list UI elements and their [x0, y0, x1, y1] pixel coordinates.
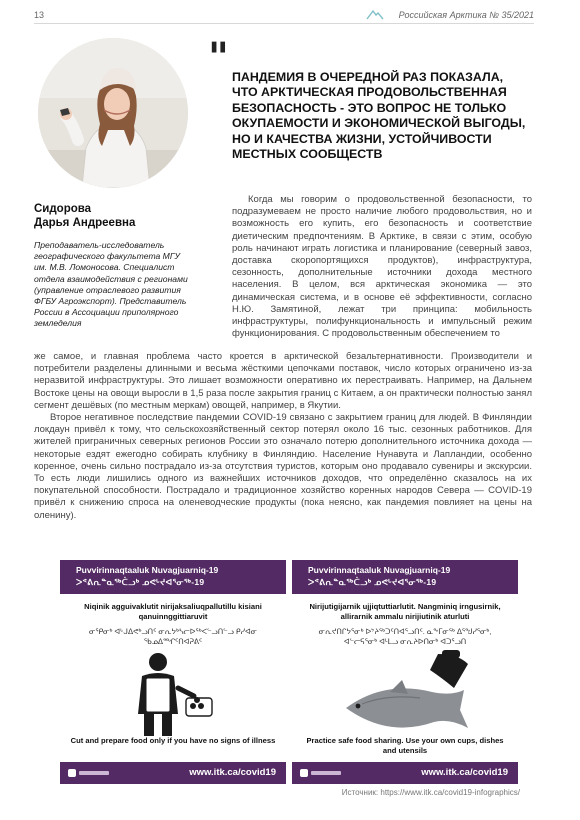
- panel-syllabics-text: ᓂᕿᓂᒃ ᐊᒡᒍᐃᕙᒃᓗᑎᑦ ᓂᕆᔭᒃᓴᓕᐅᖅᐸᓪᓗᑎᓪᓗ ᑭᓯᐊᓂ ᖃᓄᐃᙱᑦᑎᐊᕈᕕᑦ: [89, 627, 257, 646]
- article-paragraph-continuation: же самое, и главная проблема часто кроется в арктической безальтернативности. Производители и потребители разделены длинными и весьма жёсткими цепочками поставок, число которых ограничено из-за неразвитой инфраструктуры. Это лишает возможности оперативно их перестраивать. Например, на Дальнем Востоке цены на овощи выросли в 1,5 раза после закрытия границ с Китаем, а он практически полностью занял сегмент дешёвых (по местным меркам) овощей, например, в Якутии.: [34, 351, 532, 411]
- panel-title-syllabics: ᐳᕝᕕᕆᓐᓇᖅᑖᓗᒃ ᓄᕙᒡᔪᐊᕐᓂᖅ-19: [308, 577, 437, 587]
- quote-mark-icon: ": [208, 35, 229, 81]
- panel-header: [60, 560, 286, 594]
- panel-footer: [60, 762, 286, 784]
- pull-quote: ПАНДЕМИЯ В ОЧЕРЕДНОЙ РАЗ ПОКАЗАЛА, ЧТО АРКТИЧЕСКАЯ ПРОДОВОЛЬСТВЕННАЯ БЕЗОПАСНОСТЬ - ЭТО ВОПРОС НЕ ТОЛЬКО ОКУПАЕМОСТИ И ЭКОНОМИЧЕСКОЙ ВЫГОДЫ, НО И КАЧЕСТВА ЖИЗНИ, УСТОЙЧИВОСТИ МЕСТНЫХ СООБЩЕСТВ: [232, 70, 526, 162]
- author-surname: Сидорова: [34, 203, 92, 215]
- author-portrait-image: [38, 38, 188, 188]
- panel-footer: [292, 762, 518, 784]
- itk-covid-link[interactable]: www.itk.ca/covid19: [421, 767, 508, 778]
- infographic-panel-food-prep: [60, 560, 286, 784]
- article-body: [34, 351, 532, 522]
- article-intro-paragraph: Когда мы говорим о продовольственной безопасности, то подразумеваем не просто наличие любого продовольствия, но и возможность его купить, его безопасность и соответствие диетическим предпочтениям. В Арктике, в связи с этим, особую роль начинают играть логистика и планирование (северный завоз, доставка скоропортящихся продуктов), инфраструктура, сезонность, дополнительные источники дохода местного населения. В целом, вся арктическая экономика — это динамическая система, и в основе её эффективности, согласно Н.Ю. Замятиной, лежат три принципа: мобильность инфраструктуры, полифункциональность и импульсный режим функционирования. С продовольственным обеспечением то: [232, 194, 532, 340]
- panel-header: [292, 560, 518, 594]
- panel-english-caption: Practice safe food sharing. Use your own cups, dishes and utensils: [306, 736, 504, 755]
- header-divider: [34, 23, 534, 24]
- panel-title: Puvvirinnaqtaaluk Nuvagjuarniq-19: [76, 565, 219, 575]
- panel-inuktitut-text: Niqinik agguivaklutit nirijaksaliuqpallutillu kisiani qanuinnggittiaruvit: [84, 602, 262, 621]
- itk-logo-icon: [300, 768, 342, 778]
- itk-covid-link[interactable]: www.itk.ca/covid19: [189, 767, 276, 778]
- article-paragraph: Второе негативное последствие пандемии COVID-19 связано с закрытием границ для людей. В Финляндии локдаун привёл к тому, что сельскохозяйственный сектор потерял около 16 тыс. сезонных работников. Для жителей приграничных северных регионов России это означало потерю дополнительного источника дохода — некоторые ездят ежегодно собирать клубнику в Финляндию. Население Нунавута и Лапландии, особенно коренное, очень сильно пострадало из-за отсутствия туристов, которым оно продавало сувениры и экскурсии. То есть люди лишились одного из важнейших источников доходов, что определённо сказалось на их покупательной способности. Пострадало и традиционное хозяйство коренных народов Севера — COVID-19 привёл к снижению спроса на оленеводческие продукты (пока неясно, как пандемия повлияет на цены на оленину).: [34, 412, 532, 521]
- panel-title: Puvvirinnaqtaaluk Nuvagjuarniq-19: [308, 565, 451, 575]
- covid-infographic: [60, 560, 518, 784]
- panel-syllabics-text: ᓂᕆᔪᑎᒋᔭᕐᓂᒃ ᐅᔾᔨᖅᑐᑦᑎᐊᕐᓗᑎᑦ. ᓇᖕᒥᓂᖅ ᐃᕐᖑᓯᕐᓂᒃ, ᐊᓪᓕᕋᕐᓂᒃ ᐊᒻᒪᓗ ᓂᕆᔨᐅᑎᓂᒃ ᐊᑐᕐᓗᑎ: [318, 627, 492, 646]
- author-name: [34, 202, 194, 230]
- fish-and-ulu-knife-icon: [292, 648, 518, 738]
- image-source-caption: Источник: https://www.itk.ca/covid19-infographics/: [341, 788, 520, 797]
- panel-title-syllabics: ᐳᕝᕕᕆᓐᓇᖅᑖᓗᒃ ᓄᕙᒡᔪᐊᕐᓂᖅ-19: [76, 577, 205, 587]
- infographic-panel-food-sharing: [292, 560, 518, 784]
- magazine-logo-icon: [366, 8, 384, 20]
- itk-logo-icon: [68, 768, 110, 778]
- page-header: [0, 0, 580, 26]
- author-photo: [38, 38, 188, 188]
- publication-title: Российская Арктика № 35/2021: [398, 10, 534, 20]
- panel-inuktitut-text: Nirijutigijarnik ujjiqtuttiarlutit. Nangminiq irngusirnik, allirarnik ammalu nirijiutinik aturluti: [309, 602, 501, 621]
- page-number: 13: [34, 10, 45, 20]
- person-preparing-food-icon: [60, 648, 286, 738]
- panel-english-caption: Cut and prepare food only if you have no signs of illness: [70, 736, 276, 745]
- author-given-names: Дарья Андреевна: [34, 217, 136, 229]
- author-bio: Преподаватель-исследователь географического факультета МГУ им. М.В. Ломоносова. Специалист отдела взаимодействия с регионами (управление отраслевого развития ФГБУ Агроэкспорт). Представитель России в Ассоциации приполярного земледелия: [34, 240, 188, 329]
